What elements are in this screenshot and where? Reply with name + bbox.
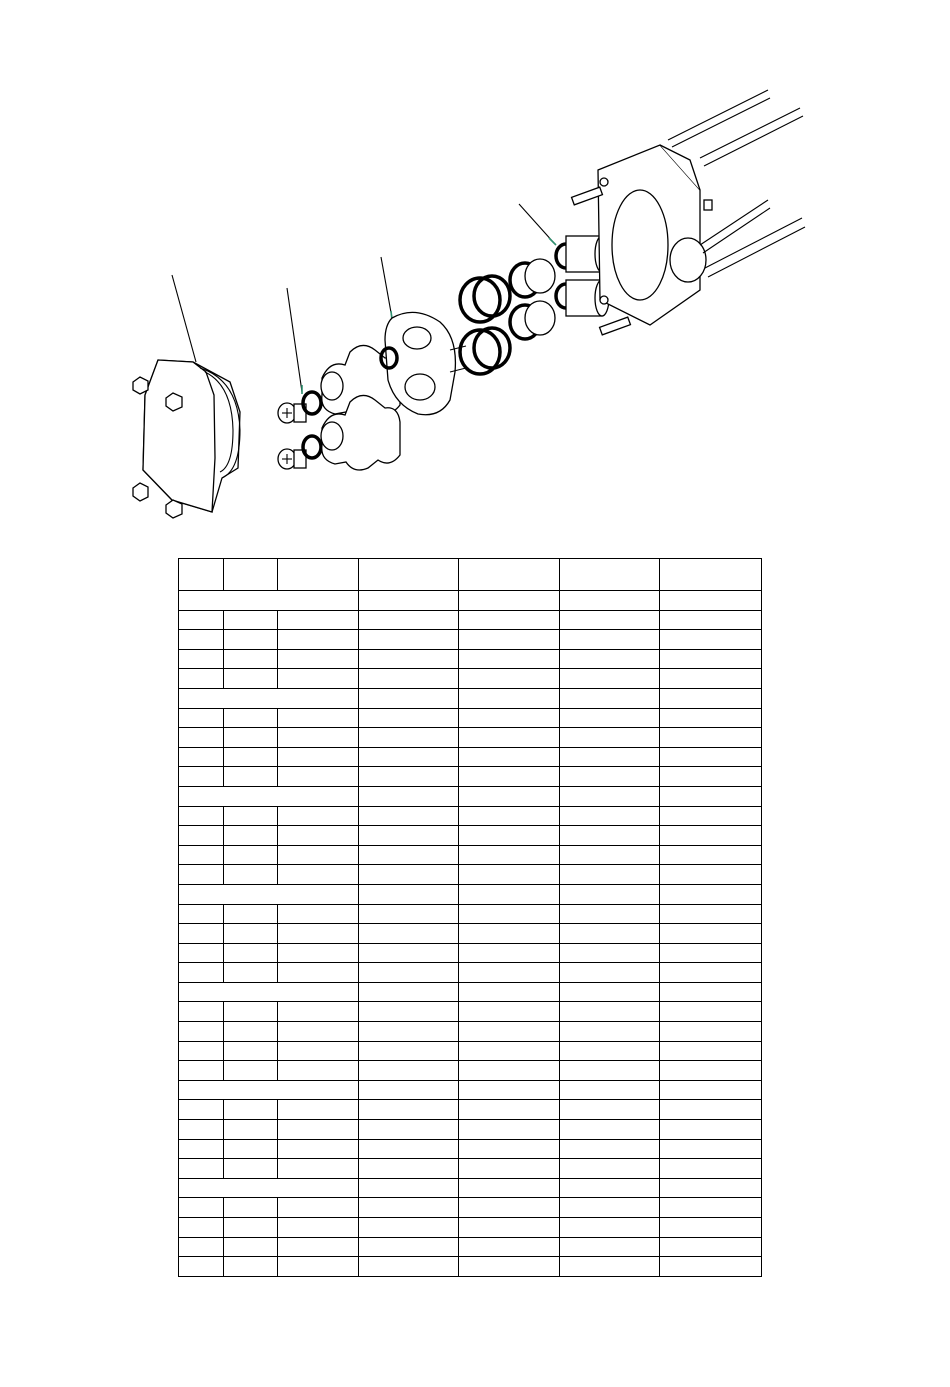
table-cell bbox=[224, 1218, 278, 1238]
table-cell bbox=[179, 982, 359, 1002]
table-cell bbox=[459, 884, 560, 904]
table-cell bbox=[560, 1120, 660, 1140]
table-cell bbox=[224, 1061, 278, 1081]
table-cell bbox=[359, 1198, 459, 1218]
table-cell bbox=[359, 1237, 459, 1257]
table-cell bbox=[560, 669, 660, 689]
table-cell bbox=[224, 728, 278, 748]
table-row bbox=[179, 845, 762, 865]
table-cell bbox=[179, 1080, 359, 1100]
table-cell bbox=[560, 1061, 660, 1081]
table-cell bbox=[179, 728, 224, 748]
table-cell bbox=[459, 1218, 560, 1238]
table-cell bbox=[179, 904, 224, 924]
table-cell bbox=[459, 786, 560, 806]
table-cell bbox=[359, 591, 459, 611]
table-cell bbox=[560, 1237, 660, 1257]
table-cell bbox=[179, 826, 224, 846]
table-cell bbox=[459, 1080, 560, 1100]
table-cell bbox=[660, 1218, 762, 1238]
table-cell bbox=[660, 747, 762, 767]
bushings bbox=[510, 236, 609, 339]
table-cell bbox=[660, 708, 762, 728]
table-cell bbox=[278, 904, 359, 924]
table-cell bbox=[224, 1041, 278, 1061]
table-cell bbox=[359, 1120, 459, 1140]
table-cell bbox=[459, 1237, 560, 1257]
table-cell bbox=[459, 806, 560, 826]
end-cover-plate bbox=[133, 360, 240, 518]
table-row bbox=[179, 1100, 762, 1120]
table-cell bbox=[278, 845, 359, 865]
table-cell bbox=[560, 1002, 660, 1022]
table-cell bbox=[560, 884, 660, 904]
table-cell bbox=[224, 1257, 278, 1277]
table-cell bbox=[278, 1237, 359, 1257]
table-cell bbox=[660, 1100, 762, 1120]
table-cell bbox=[224, 610, 278, 630]
table-cell bbox=[660, 1120, 762, 1140]
table-cell bbox=[560, 982, 660, 1002]
table-header-row bbox=[179, 559, 762, 591]
table-cell bbox=[560, 767, 660, 787]
table-cell bbox=[179, 591, 359, 611]
table-cell bbox=[459, 1022, 560, 1042]
table-cell bbox=[660, 786, 762, 806]
table-cell bbox=[179, 1022, 224, 1042]
table-cell bbox=[660, 1061, 762, 1081]
table-cell bbox=[359, 943, 459, 963]
table-cell bbox=[660, 728, 762, 748]
table-cell bbox=[179, 630, 224, 650]
table-cell bbox=[459, 865, 560, 885]
table-row bbox=[179, 669, 762, 689]
table-row bbox=[179, 649, 762, 669]
table-row bbox=[179, 630, 762, 650]
table-cell bbox=[359, 1041, 459, 1061]
table-cell bbox=[560, 845, 660, 865]
table-group-row bbox=[179, 1080, 762, 1100]
table-cell bbox=[278, 1198, 359, 1218]
table-row bbox=[179, 1041, 762, 1061]
table-cell bbox=[660, 982, 762, 1002]
table-group-row bbox=[179, 884, 762, 904]
table-cell bbox=[359, 982, 459, 1002]
table-cell bbox=[179, 559, 224, 591]
table-cell bbox=[179, 865, 224, 885]
table-cell bbox=[459, 559, 560, 591]
table-cell bbox=[459, 630, 560, 650]
table-cell bbox=[459, 1178, 560, 1198]
table-cell bbox=[224, 1198, 278, 1218]
table-cell bbox=[359, 1139, 459, 1159]
table-cell bbox=[224, 630, 278, 650]
screw-set bbox=[278, 392, 321, 469]
table-cell bbox=[560, 943, 660, 963]
table-cell bbox=[660, 1080, 762, 1100]
table-cell bbox=[660, 826, 762, 846]
table-cell bbox=[359, 904, 459, 924]
table-cell bbox=[560, 610, 660, 630]
table-cell bbox=[459, 963, 560, 983]
pump-housing bbox=[598, 145, 706, 325]
table-group-row bbox=[179, 786, 762, 806]
table-row bbox=[179, 826, 762, 846]
table-cell bbox=[660, 1041, 762, 1061]
table-cell bbox=[459, 943, 560, 963]
table-cell bbox=[224, 1139, 278, 1159]
table-cell bbox=[459, 826, 560, 846]
table-cell bbox=[560, 826, 660, 846]
table-cell bbox=[179, 1120, 224, 1140]
table-cell bbox=[359, 1159, 459, 1179]
table-cell bbox=[179, 649, 224, 669]
table-cell bbox=[459, 747, 560, 767]
table-cell bbox=[179, 1041, 224, 1061]
table-cell bbox=[660, 1022, 762, 1042]
table-cell bbox=[560, 747, 660, 767]
table-row bbox=[179, 1237, 762, 1257]
table-cell bbox=[179, 963, 224, 983]
table-cell bbox=[179, 688, 359, 708]
table-cell bbox=[278, 1041, 359, 1061]
table-cell bbox=[359, 1002, 459, 1022]
table-cell bbox=[660, 610, 762, 630]
table-group-row bbox=[179, 688, 762, 708]
table-cell bbox=[224, 1100, 278, 1120]
table-cell bbox=[560, 786, 660, 806]
table-cell bbox=[278, 924, 359, 944]
table-cell bbox=[359, 884, 459, 904]
table-cell bbox=[660, 806, 762, 826]
bearing-rings bbox=[450, 276, 510, 374]
table-cell bbox=[278, 1159, 359, 1179]
table-cell bbox=[560, 1198, 660, 1218]
table-cell bbox=[359, 1100, 459, 1120]
table-cell bbox=[179, 747, 224, 767]
table-cell bbox=[179, 767, 224, 787]
table-cell bbox=[278, 1139, 359, 1159]
table-cell bbox=[278, 865, 359, 885]
table-cell bbox=[660, 649, 762, 669]
table-cell bbox=[179, 1178, 359, 1198]
table-cell bbox=[278, 669, 359, 689]
table-cell bbox=[179, 1061, 224, 1081]
table-cell bbox=[359, 1080, 459, 1100]
table-row bbox=[179, 708, 762, 728]
table-cell bbox=[224, 924, 278, 944]
table-cell bbox=[660, 1178, 762, 1198]
table-cell bbox=[359, 845, 459, 865]
table-cell bbox=[278, 806, 359, 826]
table-cell bbox=[459, 982, 560, 1002]
table-cell bbox=[224, 747, 278, 767]
table-cell bbox=[224, 708, 278, 728]
exploded-parts-diagram bbox=[0, 0, 950, 540]
table-cell bbox=[560, 559, 660, 591]
table-cell bbox=[459, 688, 560, 708]
table-group-row bbox=[179, 591, 762, 611]
table-cell bbox=[560, 1218, 660, 1238]
table-cell bbox=[560, 688, 660, 708]
table-cell bbox=[278, 1061, 359, 1081]
table-row bbox=[179, 1159, 762, 1179]
table-cell bbox=[224, 943, 278, 963]
table-cell bbox=[459, 591, 560, 611]
table-row bbox=[179, 1120, 762, 1140]
table-row bbox=[179, 963, 762, 983]
table-cell bbox=[560, 630, 660, 650]
table-cell bbox=[278, 728, 359, 748]
table-cell bbox=[179, 1100, 224, 1120]
table-cell bbox=[660, 1139, 762, 1159]
table-cell bbox=[224, 1159, 278, 1179]
table-cell bbox=[179, 1257, 224, 1277]
table-cell bbox=[359, 1061, 459, 1081]
table-group-row bbox=[179, 1178, 762, 1198]
table-cell bbox=[359, 786, 459, 806]
table-cell bbox=[560, 728, 660, 748]
table-cell bbox=[560, 1100, 660, 1120]
table-cell bbox=[560, 1139, 660, 1159]
table-cell bbox=[560, 924, 660, 944]
table-cell bbox=[179, 610, 224, 630]
table-cell bbox=[278, 1257, 359, 1277]
table-cell bbox=[660, 1237, 762, 1257]
table-cell bbox=[278, 963, 359, 983]
table-cell bbox=[224, 669, 278, 689]
table-row bbox=[179, 943, 762, 963]
table-cell bbox=[179, 1139, 224, 1159]
table-cell bbox=[560, 963, 660, 983]
table-cell bbox=[459, 1041, 560, 1061]
table-cell bbox=[179, 708, 224, 728]
table-cell bbox=[278, 1100, 359, 1120]
table-cell bbox=[179, 924, 224, 944]
table-cell bbox=[660, 559, 762, 591]
table-cell bbox=[459, 708, 560, 728]
table-cell bbox=[359, 610, 459, 630]
table-cell bbox=[359, 669, 459, 689]
table-cell bbox=[278, 1120, 359, 1140]
table-row bbox=[179, 924, 762, 944]
table-cell bbox=[179, 1002, 224, 1022]
table-cell bbox=[224, 1022, 278, 1042]
table-cell bbox=[224, 865, 278, 885]
table-cell bbox=[660, 591, 762, 611]
table-cell bbox=[459, 1100, 560, 1120]
table-cell bbox=[224, 826, 278, 846]
table-cell bbox=[278, 826, 359, 846]
table-row bbox=[179, 1257, 762, 1277]
table-cell bbox=[459, 1002, 560, 1022]
table-cell bbox=[359, 649, 459, 669]
table-cell bbox=[179, 1218, 224, 1238]
table-row bbox=[179, 865, 762, 885]
table-cell bbox=[459, 649, 560, 669]
table-cell bbox=[459, 1139, 560, 1159]
table-cell bbox=[459, 610, 560, 630]
table-cell bbox=[660, 630, 762, 650]
table-cell bbox=[560, 1178, 660, 1198]
table-cell bbox=[459, 924, 560, 944]
table-cell bbox=[278, 747, 359, 767]
table-cell bbox=[179, 845, 224, 865]
table-cell bbox=[359, 688, 459, 708]
table-row bbox=[179, 904, 762, 924]
table-cell bbox=[660, 688, 762, 708]
table-cell bbox=[660, 884, 762, 904]
table-cell bbox=[179, 1159, 224, 1179]
table-cell bbox=[224, 1002, 278, 1022]
table-cell bbox=[359, 728, 459, 748]
table-cell bbox=[359, 806, 459, 826]
table-cell bbox=[278, 708, 359, 728]
table-cell bbox=[224, 963, 278, 983]
table-cell bbox=[359, 963, 459, 983]
table-cell bbox=[179, 884, 359, 904]
table-cell bbox=[224, 806, 278, 826]
table-cell bbox=[278, 1002, 359, 1022]
table-cell bbox=[278, 630, 359, 650]
table-cell bbox=[660, 865, 762, 885]
table-cell bbox=[359, 1257, 459, 1277]
table-cell bbox=[660, 845, 762, 865]
table-cell bbox=[560, 1257, 660, 1277]
table-cell bbox=[660, 1159, 762, 1179]
table-cell bbox=[459, 1257, 560, 1277]
table-cell bbox=[560, 865, 660, 885]
table-cell bbox=[560, 806, 660, 826]
parts-list-table bbox=[178, 558, 762, 1277]
table-cell bbox=[224, 1120, 278, 1140]
table-row bbox=[179, 1061, 762, 1081]
table-cell bbox=[560, 904, 660, 924]
table-cell bbox=[660, 943, 762, 963]
table-row bbox=[179, 806, 762, 826]
table-cell bbox=[359, 747, 459, 767]
table-cell bbox=[224, 767, 278, 787]
table-cell bbox=[224, 559, 278, 591]
table-cell bbox=[459, 1198, 560, 1218]
table-cell bbox=[359, 924, 459, 944]
table-cell bbox=[660, 669, 762, 689]
table-cell bbox=[660, 963, 762, 983]
table-cell bbox=[224, 904, 278, 924]
table-cell bbox=[560, 1022, 660, 1042]
table-cell bbox=[560, 1041, 660, 1061]
table-row bbox=[179, 767, 762, 787]
table-cell bbox=[459, 1120, 560, 1140]
table-cell bbox=[359, 1022, 459, 1042]
table-cell bbox=[560, 1080, 660, 1100]
table-cell bbox=[359, 826, 459, 846]
table-cell bbox=[359, 1218, 459, 1238]
table-cell bbox=[359, 865, 459, 885]
table-row bbox=[179, 1002, 762, 1022]
table-cell bbox=[278, 943, 359, 963]
table-cell bbox=[224, 1237, 278, 1257]
table-cell bbox=[459, 904, 560, 924]
table-group-row bbox=[179, 982, 762, 1002]
table-cell bbox=[560, 649, 660, 669]
table-cell bbox=[660, 1257, 762, 1277]
table-row bbox=[179, 1139, 762, 1159]
table-cell bbox=[179, 943, 224, 963]
table-cell bbox=[278, 649, 359, 669]
table-cell bbox=[660, 1198, 762, 1218]
table-cell bbox=[278, 1022, 359, 1042]
table-row bbox=[179, 728, 762, 748]
table-cell bbox=[278, 767, 359, 787]
table-cell bbox=[224, 649, 278, 669]
table-cell bbox=[179, 669, 224, 689]
table-cell bbox=[660, 924, 762, 944]
table-cell bbox=[560, 708, 660, 728]
table-cell bbox=[660, 1002, 762, 1022]
table-cell bbox=[359, 1178, 459, 1198]
table-cell bbox=[560, 1159, 660, 1179]
table-cell bbox=[660, 767, 762, 787]
table-cell bbox=[224, 845, 278, 865]
table-row bbox=[179, 1218, 762, 1238]
table-cell bbox=[359, 630, 459, 650]
table-cell bbox=[278, 610, 359, 630]
table-cell bbox=[459, 669, 560, 689]
table-row bbox=[179, 1198, 762, 1218]
table-cell bbox=[179, 786, 359, 806]
table-cell bbox=[459, 1061, 560, 1081]
table-cell bbox=[359, 767, 459, 787]
table-cell bbox=[560, 591, 660, 611]
table-row bbox=[179, 1022, 762, 1042]
table-cell bbox=[660, 904, 762, 924]
table-cell bbox=[278, 559, 359, 591]
table-cell bbox=[459, 1159, 560, 1179]
table-cell bbox=[179, 1237, 224, 1257]
table-row bbox=[179, 747, 762, 767]
table-cell bbox=[459, 728, 560, 748]
table-row bbox=[179, 610, 762, 630]
table-cell bbox=[459, 845, 560, 865]
table-cell bbox=[179, 806, 224, 826]
table-cell bbox=[359, 708, 459, 728]
table-cell bbox=[278, 1218, 359, 1238]
table-cell bbox=[359, 559, 459, 591]
table-cell bbox=[179, 1198, 224, 1218]
table-cell bbox=[459, 767, 560, 787]
